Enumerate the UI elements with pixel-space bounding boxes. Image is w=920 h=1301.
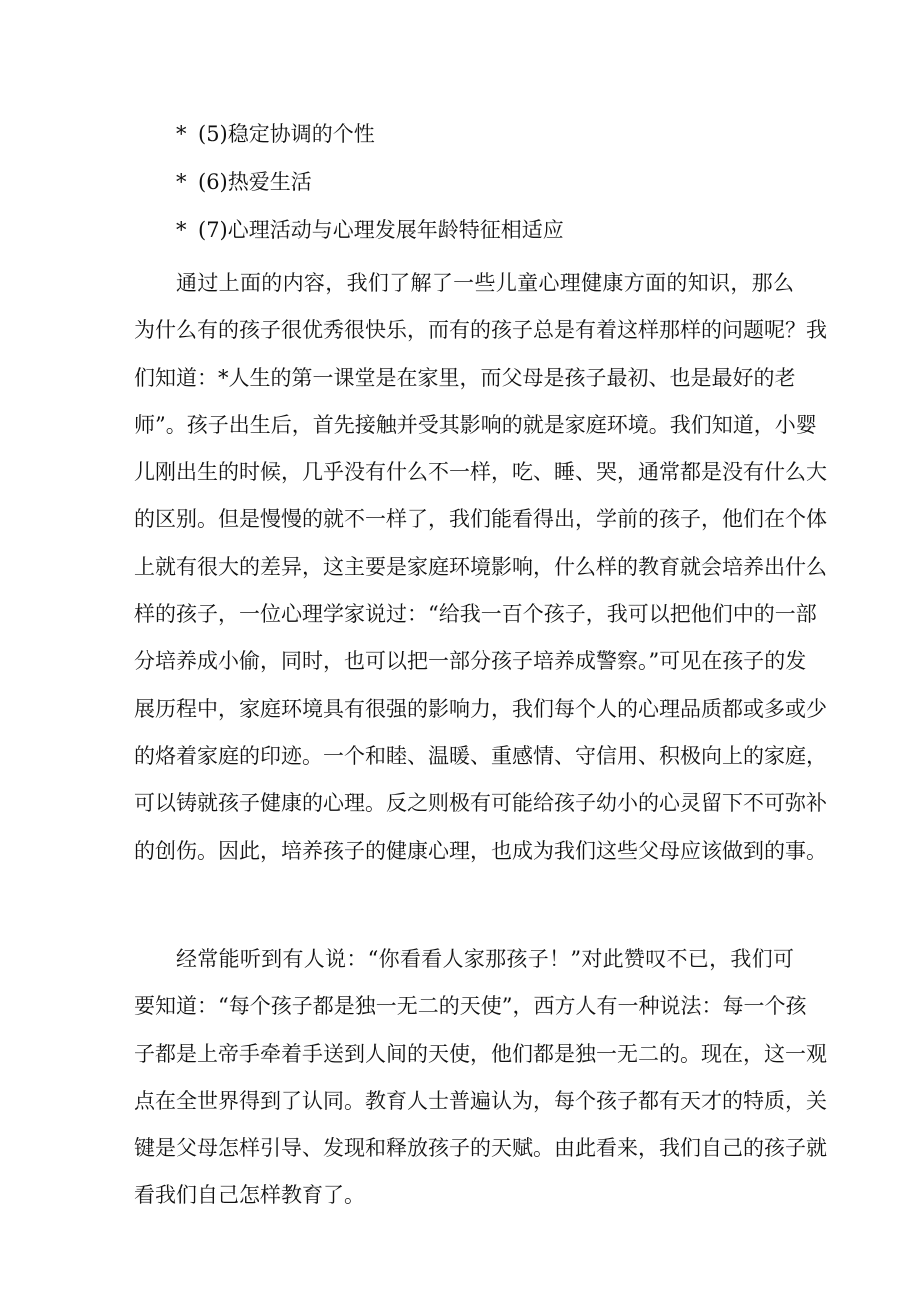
paragraph-line: 展历程中，家庭环境具有很强的影响力，我们每个人的心理品质都或多或少 — [134, 696, 827, 721]
paragraph-line: 儿刚出生的时候，几乎没有什么不一样，吃、睡、哭，通常都是没有什么大 — [134, 460, 827, 485]
paragraph-line: 师”。孩子出生后，首先接触并受其影响的就是家庭环境。我们知道，小婴 — [134, 412, 817, 437]
paragraph-line: 可以铸就孩子健康的心理。反之则极有可能给孩子幼小的心灵留下不可弥补 — [134, 791, 827, 816]
bullet-text: (6)热爱生活 — [198, 170, 312, 194]
bullet-list — [176, 116, 836, 260]
paragraph-line: 分培养成小偷，同时，也可以把一部分孩子培养成警察。”可见在孩子的发 — [134, 649, 807, 674]
paragraph-line: 的烙着家庭的印迹。一个和睦、温暖、重感情、守信用、积极向上的家庭， — [134, 743, 827, 768]
bullet-text: (7)心理活动与心理发展年龄特征相适应 — [198, 218, 564, 242]
paragraph-line: 的创伤。因此，培养孩子的健康心理，也成为我们这些父母应该做到的事。 — [134, 838, 827, 863]
bullet-marker: * — [176, 218, 187, 242]
paragraph-line: 们知道：*人生的第一课堂是在家里，而父母是孩子最初、也是最好的老 — [134, 365, 796, 390]
paragraph-family-environment — [134, 260, 827, 875]
paragraph-line: 为什么有的孩子很优秀很快乐，而有的孩子总是有着这样那样的问题呢？我 — [134, 318, 827, 343]
bullet-marker: * — [176, 170, 187, 194]
bullet-item — [176, 164, 836, 212]
paragraph-unique-child — [134, 936, 827, 1220]
paragraph-line: 要知道：“每个孩子都是独一无二的天使”，西方人有一种说法：每一个孩 — [134, 994, 807, 1019]
paragraph-line: 经常能听到有人说：“你看看人家那孩子！”对此赞叹不已，我们可 — [176, 947, 794, 971]
bullet-text: (5)稳定协调的个性 — [198, 122, 375, 146]
paragraph-line: 上就有很大的差异，这主要是家庭环境影响，什么样的教育就会培养出什么 — [134, 554, 827, 579]
bullet-marker: * — [176, 122, 187, 146]
paragraph-line: 看我们自己怎样教育了。 — [134, 1183, 365, 1208]
bullet-item — [176, 116, 836, 164]
paragraph-line: 点在全世界得到了认同。教育人士普遍认为，每个孩子都有天才的特质，关 — [134, 1088, 827, 1113]
paragraph-line: 的区别。但是慢慢的就不一样了，我们能看得出，学前的孩子，他们在个体 — [134, 507, 827, 532]
bullet-item — [176, 212, 836, 260]
paragraph-line: 通过上面的内容，我们了解了一些儿童心理健康方面的知识，那么 — [176, 271, 794, 295]
paragraph-line: 样的孩子，一位心理学家说过：“给我一百个孩子，我可以把他们中的一部 — [134, 602, 817, 627]
paragraph-line: 子都是上帝手牵着手送到人间的天使，他们都是独一无二的。现在，这一观 — [134, 1041, 827, 1066]
paragraph-line: 键是父母怎样引导、发现和释放孩子的天赋。由此看来，我们自己的孩子就 — [134, 1136, 827, 1161]
